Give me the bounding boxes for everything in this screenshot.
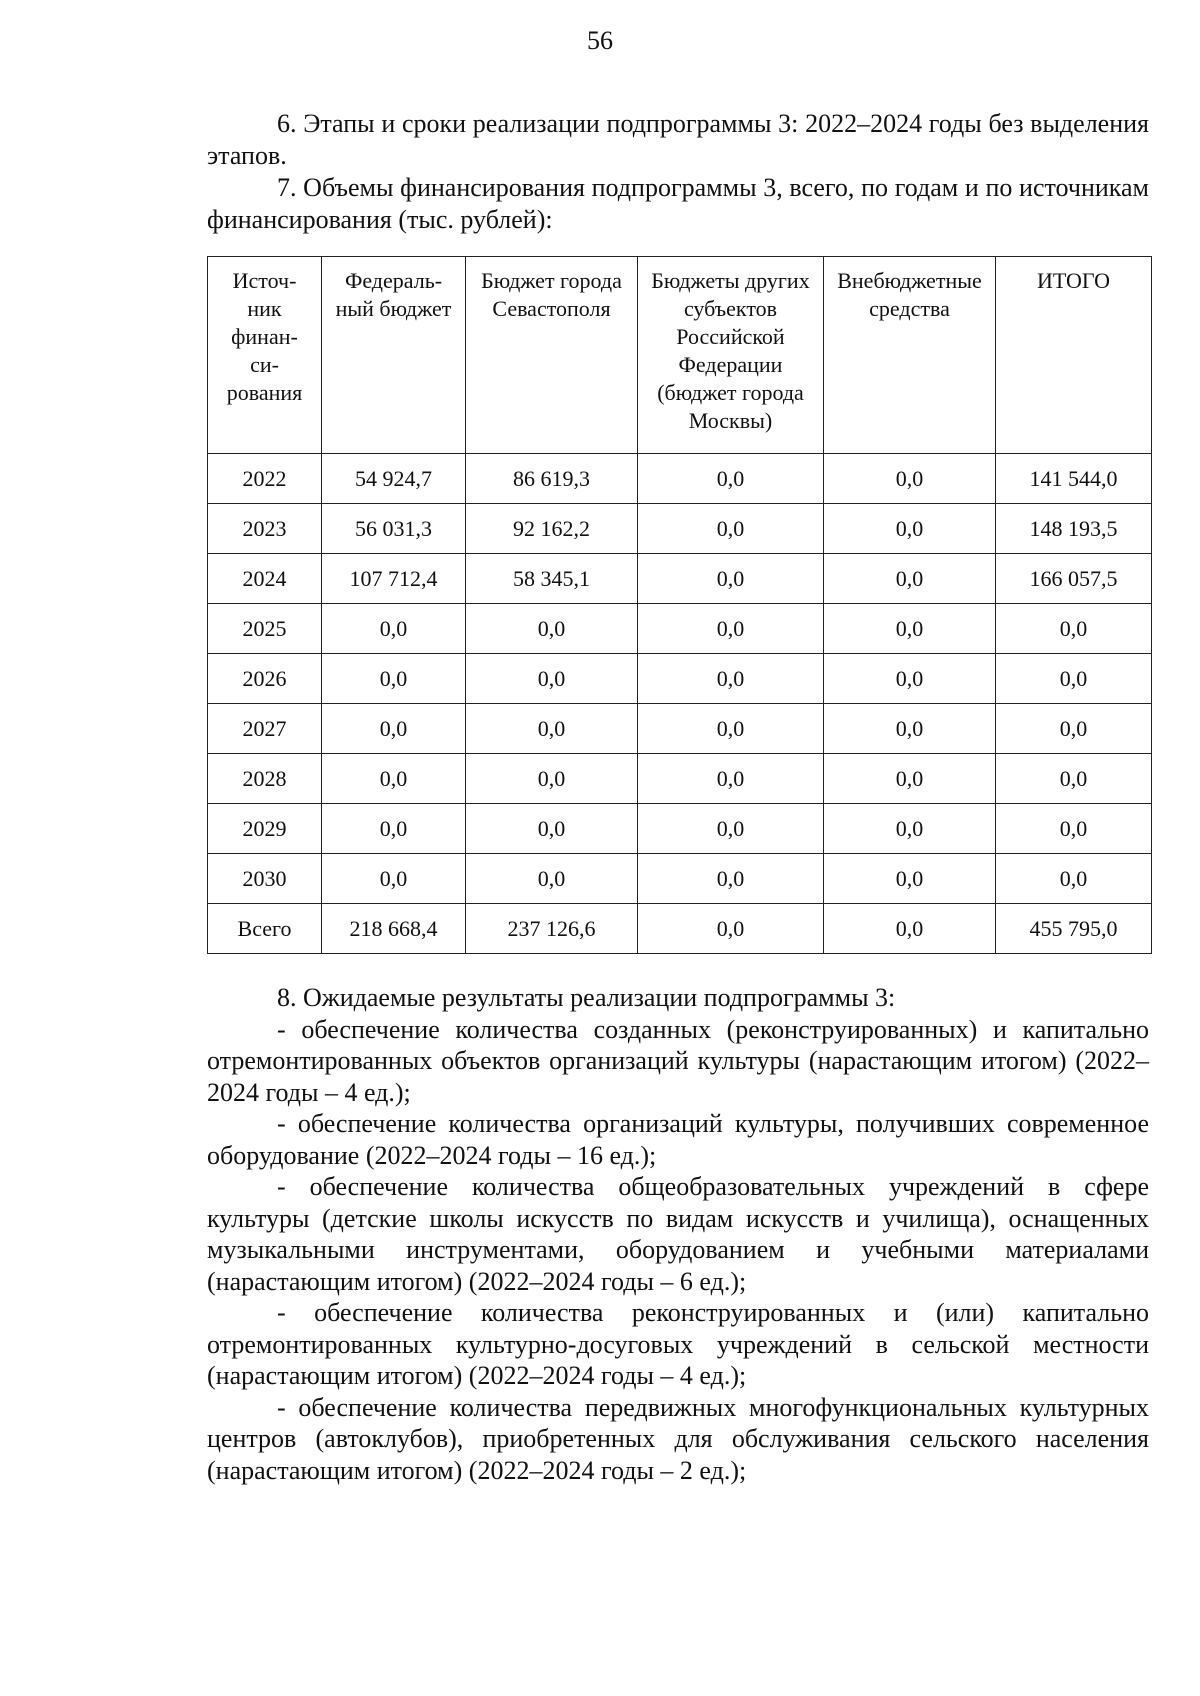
result-item: - обеспечение количества реконструированных и (или) капитально отремонтированных культурно-досуговых учреждений в сельской местности (нарастающим итогом) (2022–2024 годы – 4 ед.); xyxy=(207,1298,1149,1390)
page-number: 56 xyxy=(587,26,613,55)
table-row xyxy=(208,704,1152,754)
table-cell: 141 544,0 xyxy=(996,454,1152,504)
table-cell: 166 057,5 xyxy=(996,554,1152,604)
table-cell: 0,0 xyxy=(824,504,996,554)
table-cell-year: 2025 xyxy=(208,604,322,654)
table-cell: 0,0 xyxy=(996,754,1152,804)
table-cell: 0,0 xyxy=(824,754,996,804)
table-cell: 0,0 xyxy=(824,604,996,654)
table-cell: 0,0 xyxy=(824,454,996,504)
table-cell: 0,0 xyxy=(466,754,638,804)
table-cell: 0,0 xyxy=(638,454,824,504)
table-cell-year: 2029 xyxy=(208,804,322,854)
table-cell: 0,0 xyxy=(322,604,466,654)
table-cell: 0,0 xyxy=(996,654,1152,704)
table-cell: 0,0 xyxy=(322,754,466,804)
table-cell: 0,0 xyxy=(466,804,638,854)
table-cell-year: 2023 xyxy=(208,504,322,554)
table-cell: 0,0 xyxy=(322,654,466,704)
table-cell: 0,0 xyxy=(638,754,824,804)
table-cell: 455 795,0 xyxy=(996,904,1152,954)
section-6-paragraph: 6. Этапы и сроки реализации подпрограммы 3: 2022–2024 годы без выделения этапов. xyxy=(207,109,1149,170)
header-federal: Федераль- ный бюджет xyxy=(322,257,466,454)
table-cell: 0,0 xyxy=(996,704,1152,754)
table-row xyxy=(208,854,1152,904)
table-cell: 0,0 xyxy=(638,604,824,654)
table-cell: 0,0 xyxy=(824,854,996,904)
table-row xyxy=(208,554,1152,604)
table-cell: 0,0 xyxy=(824,804,996,854)
section-8 xyxy=(207,982,1149,1486)
table-row xyxy=(208,804,1152,854)
table-cell-year: 2027 xyxy=(208,704,322,754)
header-sevastopol: Бюджет города Севастополя xyxy=(466,257,638,454)
table-cell: 0,0 xyxy=(466,704,638,754)
section-7-paragraph: 7. Объемы финансирования подпрограммы 3, всего, по годам и по источникам финансирования (тыс. рублей): xyxy=(207,173,1149,234)
table-cell-year: 2028 xyxy=(208,754,322,804)
table-cell: 0,0 xyxy=(824,654,996,704)
table-cell: 237 126,6 xyxy=(466,904,638,954)
table-cell: 0,0 xyxy=(466,604,638,654)
table-cell: 0,0 xyxy=(996,604,1152,654)
header-total: ИТОГО xyxy=(996,257,1152,454)
table-cell: 0,0 xyxy=(824,904,996,954)
table-row xyxy=(208,754,1152,804)
table-cell: 0,0 xyxy=(466,854,638,904)
header-other-subjects: Бюджеты других субъектов Российской Федерации (бюджет города Москвы) xyxy=(638,257,824,454)
result-item: - обеспечение количества передвижных многофункциональных культурных центров (автоклубов), приобретенных для обслуживания сельского населения (нарастающим итогом) (2022–2024 годы – 2 ед.); xyxy=(207,1392,1149,1485)
result-item: - обеспечение количества организаций культуры, получивших современное оборудование (2022–2024 годы – 16 ед.); xyxy=(207,1109,1149,1170)
table-cell: 0,0 xyxy=(638,804,824,854)
table-cell: 0,0 xyxy=(638,704,824,754)
table-cell: 0,0 xyxy=(638,654,824,704)
result-item: - обеспечение количества общеобразовательных учреждений в сфере культуры (детские школы искусств по видам искусств и училища), оснащенных музыкальными инструментами, оборудованием и учебными материалами (нарастающим итогом) (2022–2024 годы – 6 ед.); xyxy=(207,1172,1149,1296)
document-body xyxy=(207,108,1149,1486)
result-item: - обеспечение количества созданных (реконструированных) и капитально отремонтированных объектов организаций культуры (нарастающим итогом) (2022–2024 годы – 4 ед.); xyxy=(207,1014,1149,1107)
table-row xyxy=(208,654,1152,704)
table-cell: 218 668,4 xyxy=(322,904,466,954)
table-cell: 0,0 xyxy=(322,854,466,904)
table-cell: 0,0 xyxy=(824,704,996,754)
table-cell-year: 2022 xyxy=(208,454,322,504)
table-header-row xyxy=(208,257,1152,454)
table-cell: 0,0 xyxy=(322,804,466,854)
table-cell: 0,0 xyxy=(638,504,824,554)
table-cell-year: Всего xyxy=(208,904,322,954)
table-body xyxy=(208,454,1152,954)
header-extrabudget: Внебюджетные средства xyxy=(824,257,996,454)
table-cell-year: 2030 xyxy=(208,854,322,904)
table-cell: 0,0 xyxy=(322,704,466,754)
table-cell: 0,0 xyxy=(638,904,824,954)
header-source: Источ- ник финан- си- рования xyxy=(208,257,322,454)
table-cell: 107 712,4 xyxy=(322,554,466,604)
table-cell: 92 162,2 xyxy=(466,504,638,554)
table-cell: 0,0 xyxy=(638,854,824,904)
table-cell-year: 2024 xyxy=(208,554,322,604)
table-cell: 148 193,5 xyxy=(996,504,1152,554)
table-cell: 58 345,1 xyxy=(466,554,638,604)
table-cell: 86 619,3 xyxy=(466,454,638,504)
table-row xyxy=(208,454,1152,504)
table-cell: 0,0 xyxy=(996,854,1152,904)
table-cell: 56 031,3 xyxy=(322,504,466,554)
table-cell: 0,0 xyxy=(824,554,996,604)
table-row xyxy=(208,604,1152,654)
table-cell: 0,0 xyxy=(466,654,638,704)
financing-table xyxy=(207,256,1152,954)
table-cell-year: 2026 xyxy=(208,654,322,704)
table-cell: 0,0 xyxy=(996,804,1152,854)
section-8-title: 8. Ожидаемые результаты реализации подпрограммы 3: xyxy=(277,983,896,1012)
table-cell: 0,0 xyxy=(638,554,824,604)
table-cell: 54 924,7 xyxy=(322,454,466,504)
table-row xyxy=(208,504,1152,554)
table-row xyxy=(208,904,1152,954)
